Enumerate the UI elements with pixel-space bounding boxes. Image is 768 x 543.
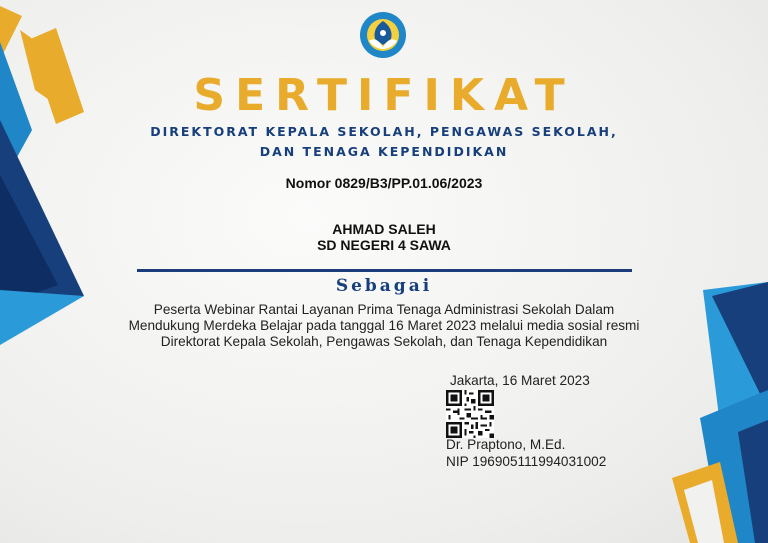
certificate-number: Nomor 0829/B3/PP.01.06/2023: [285, 175, 483, 191]
place-date: Jakarta, 16 Maret 2023: [450, 373, 590, 388]
qr-code-icon: [446, 390, 494, 438]
divider-line: [137, 269, 632, 272]
recipient-name: AHMAD SALEH: [332, 221, 436, 237]
description-line-2: Mendukung Merdeka Belajar pada tanggal 16 Maret 2023 melalui media sosial resmi: [128, 318, 640, 333]
recipient-school: SD NEGERI 4 SAWA: [317, 237, 451, 253]
organization-line-1: DIREKTORAT KEPALA SEKOLAH, PENGAWAS SEKOLAH,: [150, 124, 618, 139]
signer-nip: NIP 196905111994031002: [446, 454, 607, 469]
kemdikbud-logo-icon: [359, 11, 407, 59]
certificate-title: SERTIFIKAT: [193, 70, 575, 121]
signer-name: Dr. Praptono, M.Ed.: [446, 437, 566, 452]
description-line-1: Peserta Webinar Rantai Layanan Prima Tenaga Administrasi Sekolah Dalam: [153, 302, 615, 317]
organization-line-2: DAN TENAGA KEPENDIDIKAN: [259, 144, 509, 159]
description-line-3: Direktorat Kepala Sekolah, Pengawas Sekolah, dan Tenaga Kependidikan: [160, 334, 608, 349]
role-heading: Sebagai: [335, 276, 433, 296]
